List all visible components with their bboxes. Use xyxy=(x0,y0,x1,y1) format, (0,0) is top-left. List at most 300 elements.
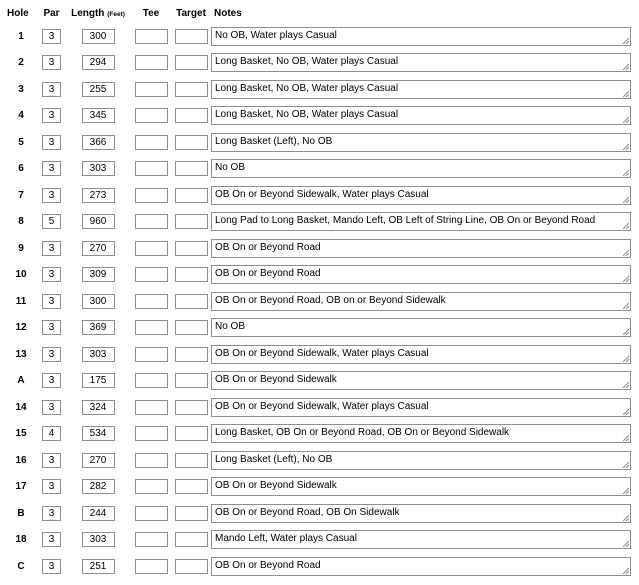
header-length-label: Length xyxy=(71,7,105,19)
hole-number: C xyxy=(17,560,25,572)
table-row xyxy=(4,368,633,395)
notes-cell xyxy=(211,235,633,262)
notes-cell xyxy=(211,103,633,130)
hole-number: 5 xyxy=(18,136,24,148)
header-tee: Tee xyxy=(142,7,160,19)
length-input[interactable]: 534 xyxy=(82,426,115,441)
target-cell xyxy=(171,553,211,580)
holes-table xyxy=(4,3,633,580)
resize-grip-icon[interactable] xyxy=(622,249,629,256)
target-input[interactable] xyxy=(175,426,208,441)
tee-cell xyxy=(131,262,171,289)
par-input[interactable]: 5 xyxy=(42,214,61,229)
length-input[interactable]: 303 xyxy=(82,532,115,547)
notes-cell xyxy=(211,394,633,421)
tee-input[interactable] xyxy=(135,532,168,547)
par-cell xyxy=(38,209,65,236)
notes-cell xyxy=(211,500,633,527)
header-length xyxy=(65,3,131,23)
resize-grip-icon[interactable] xyxy=(622,328,629,335)
target-cell xyxy=(171,394,211,421)
target-input[interactable] xyxy=(175,29,208,44)
tee-cell xyxy=(131,315,171,342)
target-cell xyxy=(171,103,211,130)
length-input[interactable]: 294 xyxy=(82,55,115,70)
notes-text: OB On or Beyond Sidewalk, Water plays Casual xyxy=(215,400,429,412)
notes-textarea[interactable] xyxy=(211,557,631,576)
tee-cell xyxy=(131,394,171,421)
par-cell xyxy=(38,474,65,501)
tee-cell xyxy=(131,129,171,156)
target-input[interactable] xyxy=(175,400,208,415)
notes-textarea[interactable] xyxy=(211,186,631,205)
notes-cell xyxy=(211,368,633,395)
header-hole: Hole xyxy=(7,7,29,19)
notes-text: OB On or Beyond Sidewalk, Water plays Casual xyxy=(215,188,429,200)
header-target: Target xyxy=(176,7,206,19)
target-cell xyxy=(171,447,211,474)
table-row xyxy=(4,129,633,156)
par-input[interactable]: 3 xyxy=(42,82,61,97)
notes-cell xyxy=(211,262,633,289)
notes-cell xyxy=(211,288,633,315)
length-input[interactable]: 300 xyxy=(82,29,115,44)
notes-cell xyxy=(211,129,633,156)
target-input[interactable] xyxy=(175,373,208,388)
notes-cell xyxy=(211,23,633,50)
notes-textarea[interactable] xyxy=(211,477,631,496)
table-row xyxy=(4,182,633,209)
target-input[interactable] xyxy=(175,320,208,335)
par-input[interactable]: 3 xyxy=(42,55,61,70)
target-input[interactable] xyxy=(175,347,208,362)
notes-textarea[interactable] xyxy=(211,318,631,337)
resize-grip-icon[interactable] xyxy=(622,381,629,388)
tee-cell xyxy=(131,209,171,236)
tee-input[interactable] xyxy=(135,82,168,97)
tee-input[interactable] xyxy=(135,294,168,309)
header-row xyxy=(4,3,633,23)
notes-cell xyxy=(211,527,633,554)
hole-number: 6 xyxy=(18,163,24,175)
par-cell xyxy=(38,50,65,77)
target-input[interactable] xyxy=(175,135,208,150)
length-input[interactable]: 244 xyxy=(82,506,115,521)
target-input[interactable] xyxy=(175,82,208,97)
target-cell xyxy=(171,500,211,527)
notes-cell xyxy=(211,421,633,448)
target-cell xyxy=(171,129,211,156)
length-cell xyxy=(65,50,131,77)
resize-grip-icon[interactable] xyxy=(622,302,629,309)
resize-grip-icon[interactable] xyxy=(622,169,629,176)
length-cell xyxy=(65,527,131,554)
target-input[interactable] xyxy=(175,241,208,256)
length-cell xyxy=(65,182,131,209)
hole-number: 10 xyxy=(15,269,27,281)
notes-text: Long Basket (Left), No OB xyxy=(215,453,333,465)
par-cell xyxy=(38,235,65,262)
notes-text: OB On or Beyond Road, OB On Sidewalk xyxy=(215,506,400,518)
length-cell xyxy=(65,209,131,236)
table-row xyxy=(4,500,633,527)
length-input[interactable]: 345 xyxy=(82,108,115,123)
notes-text: No OB xyxy=(215,162,246,174)
notes-textarea[interactable] xyxy=(211,371,631,390)
notes-cell xyxy=(211,76,633,103)
par-cell xyxy=(38,341,65,368)
notes-textarea[interactable] xyxy=(211,451,631,470)
tee-input[interactable] xyxy=(135,188,168,203)
par-cell xyxy=(38,500,65,527)
notes-text: Long Basket, No OB, Water plays Casual xyxy=(215,109,399,121)
target-input[interactable] xyxy=(175,532,208,547)
par-input[interactable]: 3 xyxy=(42,161,61,176)
notes-cell xyxy=(211,209,633,236)
notes-textarea[interactable] xyxy=(211,292,631,311)
notes-text: No OB, Water plays Casual xyxy=(215,29,337,41)
par-cell xyxy=(38,156,65,183)
hole-number: 13 xyxy=(15,348,27,360)
tee-cell xyxy=(131,341,171,368)
tee-input[interactable] xyxy=(135,373,168,388)
notes-text: Long Basket (Left), No OB xyxy=(215,135,333,147)
tee-input[interactable] xyxy=(135,241,168,256)
target-cell xyxy=(171,262,211,289)
target-cell xyxy=(171,368,211,395)
notes-text: Long Basket, No OB, Water plays Casual xyxy=(215,56,399,68)
target-cell xyxy=(171,182,211,209)
length-input[interactable]: 309 xyxy=(82,267,115,282)
resize-grip-icon[interactable] xyxy=(622,196,629,203)
tee-cell xyxy=(131,288,171,315)
notes-textarea[interactable] xyxy=(211,159,631,178)
table-row xyxy=(4,315,633,342)
target-cell xyxy=(171,341,211,368)
tee-input[interactable] xyxy=(135,320,168,335)
par-input[interactable]: 3 xyxy=(42,559,61,574)
notes-textarea[interactable] xyxy=(211,504,631,523)
par-input[interactable]: 3 xyxy=(42,267,61,282)
par-input[interactable]: 4 xyxy=(42,426,61,441)
length-cell xyxy=(65,553,131,580)
notes-textarea[interactable] xyxy=(211,27,631,46)
target-cell xyxy=(171,50,211,77)
length-cell xyxy=(65,447,131,474)
length-cell xyxy=(65,315,131,342)
length-input[interactable]: 175 xyxy=(82,373,115,388)
notes-cell xyxy=(211,182,633,209)
par-input[interactable]: 3 xyxy=(42,400,61,415)
length-input[interactable]: 369 xyxy=(82,320,115,335)
length-cell xyxy=(65,76,131,103)
notes-cell xyxy=(211,447,633,474)
resize-grip-icon[interactable] xyxy=(622,222,629,229)
notes-text: OB On or Beyond Sidewalk, Water plays Casual xyxy=(215,347,429,359)
notes-cell xyxy=(211,474,633,501)
tee-input[interactable] xyxy=(135,426,168,441)
header-length-unit: (Feet) xyxy=(107,10,125,18)
table-row xyxy=(4,103,633,130)
target-cell xyxy=(171,315,211,342)
hole-number: B xyxy=(17,507,25,519)
target-input[interactable] xyxy=(175,161,208,176)
length-cell xyxy=(65,262,131,289)
hole-number: 17 xyxy=(15,481,27,493)
target-input[interactable] xyxy=(175,267,208,282)
tee-cell xyxy=(131,447,171,474)
notes-textarea[interactable] xyxy=(211,424,631,443)
par-cell xyxy=(38,262,65,289)
par-input[interactable]: 3 xyxy=(42,294,61,309)
notes-textarea[interactable] xyxy=(211,398,631,417)
notes-textarea[interactable] xyxy=(211,106,631,125)
par-input[interactable]: 3 xyxy=(42,479,61,494)
tee-input[interactable] xyxy=(135,55,168,70)
notes-text: Long Basket, No OB, Water plays Casual xyxy=(215,82,399,94)
resize-grip-icon[interactable] xyxy=(622,487,629,494)
length-input[interactable]: 270 xyxy=(82,241,115,256)
tee-input[interactable] xyxy=(135,347,168,362)
resize-grip-icon[interactable] xyxy=(622,567,629,574)
notes-textarea[interactable] xyxy=(211,53,631,72)
hole-number: 14 xyxy=(15,401,27,413)
target-cell xyxy=(171,76,211,103)
target-input[interactable] xyxy=(175,506,208,521)
notes-cell xyxy=(211,553,633,580)
length-cell xyxy=(65,368,131,395)
table-row xyxy=(4,553,633,580)
length-cell xyxy=(65,288,131,315)
hole-number: 7 xyxy=(18,189,24,201)
notes-text: Long Pad to Long Basket, Mando Left, OB Left of String Line, OB On or Beyond Road xyxy=(215,215,596,227)
hole-number: 9 xyxy=(18,242,24,254)
notes-text: Mando Left, Water plays Casual xyxy=(215,533,357,545)
tee-input[interactable] xyxy=(135,108,168,123)
hole-number: 1 xyxy=(18,30,24,42)
length-input[interactable]: 300 xyxy=(82,294,115,309)
header-notes: Notes xyxy=(214,7,242,19)
resize-grip-icon[interactable] xyxy=(622,355,629,362)
tee-cell xyxy=(131,527,171,554)
length-input[interactable]: 303 xyxy=(82,161,115,176)
resize-grip-icon[interactable] xyxy=(622,90,629,97)
table-row xyxy=(4,394,633,421)
tee-input[interactable] xyxy=(135,559,168,574)
par-cell xyxy=(38,129,65,156)
par-input[interactable]: 3 xyxy=(42,108,61,123)
hole-number: 12 xyxy=(15,322,27,334)
resize-grip-icon[interactable] xyxy=(622,275,629,282)
tee-input[interactable] xyxy=(135,161,168,176)
resize-grip-icon[interactable] xyxy=(622,63,629,70)
length-cell xyxy=(65,23,131,50)
target-input[interactable] xyxy=(175,188,208,203)
table-row xyxy=(4,262,633,289)
par-cell xyxy=(38,447,65,474)
notes-text: OB On or Beyond Road, OB on or Beyond Sidewalk xyxy=(215,294,446,306)
hole-number: 16 xyxy=(15,454,27,466)
par-input[interactable]: 3 xyxy=(42,532,61,547)
notes-textarea[interactable] xyxy=(211,80,631,99)
length-cell xyxy=(65,156,131,183)
tee-input[interactable] xyxy=(135,506,168,521)
table-row xyxy=(4,23,633,50)
notes-textarea[interactable] xyxy=(211,133,631,152)
hole-number: 11 xyxy=(15,295,27,307)
table-row xyxy=(4,209,633,236)
par-input[interactable]: 3 xyxy=(42,347,61,362)
table-row xyxy=(4,421,633,448)
tee-input[interactable] xyxy=(135,29,168,44)
length-input[interactable]: 960 xyxy=(82,214,115,229)
par-input[interactable]: 3 xyxy=(42,506,61,521)
hole-number: 8 xyxy=(18,216,24,228)
length-input[interactable]: 255 xyxy=(82,82,115,97)
par-cell xyxy=(38,553,65,580)
header-par: Par xyxy=(43,7,60,19)
par-input[interactable]: 3 xyxy=(42,320,61,335)
table-row xyxy=(4,76,633,103)
par-input[interactable]: 3 xyxy=(42,241,61,256)
tee-cell xyxy=(131,500,171,527)
notes-text: No OB xyxy=(215,321,246,333)
par-cell xyxy=(38,103,65,130)
length-cell xyxy=(65,500,131,527)
notes-textarea[interactable] xyxy=(211,212,631,231)
par-input[interactable]: 3 xyxy=(42,135,61,150)
tee-cell xyxy=(131,368,171,395)
notes-cell xyxy=(211,315,633,342)
par-cell xyxy=(38,76,65,103)
resize-grip-icon[interactable] xyxy=(622,408,629,415)
tee-cell xyxy=(131,76,171,103)
table-row xyxy=(4,341,633,368)
notes-cell xyxy=(211,50,633,77)
tee-cell xyxy=(131,474,171,501)
length-input[interactable]: 270 xyxy=(82,453,115,468)
target-cell xyxy=(171,23,211,50)
target-cell xyxy=(171,527,211,554)
length-input[interactable]: 324 xyxy=(82,400,115,415)
tee-input[interactable] xyxy=(135,135,168,150)
tee-cell xyxy=(131,103,171,130)
hole-number: 18 xyxy=(15,534,27,546)
length-input[interactable]: 366 xyxy=(82,135,115,150)
length-cell xyxy=(65,421,131,448)
notes-text: OB On or Beyond Sidewalk xyxy=(215,374,337,386)
hole-number: 4 xyxy=(18,110,24,122)
resize-grip-icon[interactable] xyxy=(622,37,629,44)
hole-number: A xyxy=(17,375,25,387)
target-cell xyxy=(171,209,211,236)
notes-text: OB On or Beyond Sidewalk xyxy=(215,480,337,492)
par-input[interactable]: 3 xyxy=(42,373,61,388)
notes-text: OB On or Beyond Road xyxy=(215,268,321,280)
par-input[interactable]: 3 xyxy=(42,29,61,44)
table-row xyxy=(4,474,633,501)
par-cell xyxy=(38,288,65,315)
length-input[interactable]: 251 xyxy=(82,559,115,574)
tee-cell xyxy=(131,421,171,448)
resize-grip-icon[interactable] xyxy=(622,514,629,521)
target-cell xyxy=(171,421,211,448)
par-input[interactable]: 3 xyxy=(42,453,61,468)
table-row xyxy=(4,156,633,183)
tee-input[interactable] xyxy=(135,267,168,282)
length-input[interactable]: 282 xyxy=(82,479,115,494)
target-input[interactable] xyxy=(175,453,208,468)
target-input[interactable] xyxy=(175,294,208,309)
tee-input[interactable] xyxy=(135,453,168,468)
tee-cell xyxy=(131,156,171,183)
target-cell xyxy=(171,474,211,501)
target-input[interactable] xyxy=(175,55,208,70)
tee-cell xyxy=(131,23,171,50)
table-row xyxy=(4,50,633,77)
resize-grip-icon[interactable] xyxy=(622,540,629,547)
notes-textarea[interactable] xyxy=(211,530,631,549)
notes-text: OB On or Beyond Road xyxy=(215,559,321,571)
tee-cell xyxy=(131,50,171,77)
resize-grip-icon[interactable] xyxy=(622,461,629,468)
notes-cell xyxy=(211,341,633,368)
par-cell xyxy=(38,23,65,50)
target-input[interactable] xyxy=(175,479,208,494)
notes-textarea[interactable] xyxy=(211,239,631,258)
target-cell xyxy=(171,235,211,262)
target-input[interactable] xyxy=(175,108,208,123)
table-row xyxy=(4,288,633,315)
target-cell xyxy=(171,156,211,183)
par-cell xyxy=(38,527,65,554)
length-cell xyxy=(65,394,131,421)
length-cell xyxy=(65,341,131,368)
par-cell xyxy=(38,368,65,395)
length-input[interactable]: 273 xyxy=(82,188,115,203)
target-cell xyxy=(171,288,211,315)
table-row xyxy=(4,235,633,262)
tee-cell xyxy=(131,553,171,580)
notes-text: OB On or Beyond Road xyxy=(215,241,321,253)
length-cell xyxy=(65,129,131,156)
hole-number: 2 xyxy=(18,57,24,69)
par-cell xyxy=(38,182,65,209)
par-cell xyxy=(38,421,65,448)
notes-textarea[interactable] xyxy=(211,265,631,284)
tee-input[interactable] xyxy=(135,400,168,415)
par-input[interactable]: 3 xyxy=(42,188,61,203)
notes-cell xyxy=(211,156,633,183)
tee-cell xyxy=(131,235,171,262)
target-input[interactable] xyxy=(175,559,208,574)
resize-grip-icon[interactable] xyxy=(622,434,629,441)
length-input[interactable]: 303 xyxy=(82,347,115,362)
hole-number: 3 xyxy=(18,83,24,95)
table-row xyxy=(4,527,633,554)
tee-input[interactable] xyxy=(135,214,168,229)
tee-input[interactable] xyxy=(135,479,168,494)
notes-textarea[interactable] xyxy=(211,345,631,364)
par-cell xyxy=(38,315,65,342)
resize-grip-icon[interactable] xyxy=(622,143,629,150)
resize-grip-icon[interactable] xyxy=(622,116,629,123)
tee-cell xyxy=(131,182,171,209)
length-cell xyxy=(65,103,131,130)
target-input[interactable] xyxy=(175,214,208,229)
par-cell xyxy=(38,394,65,421)
notes-text: Long Basket, OB On or Beyond Road, OB On or Beyond Sidewalk xyxy=(215,427,510,439)
